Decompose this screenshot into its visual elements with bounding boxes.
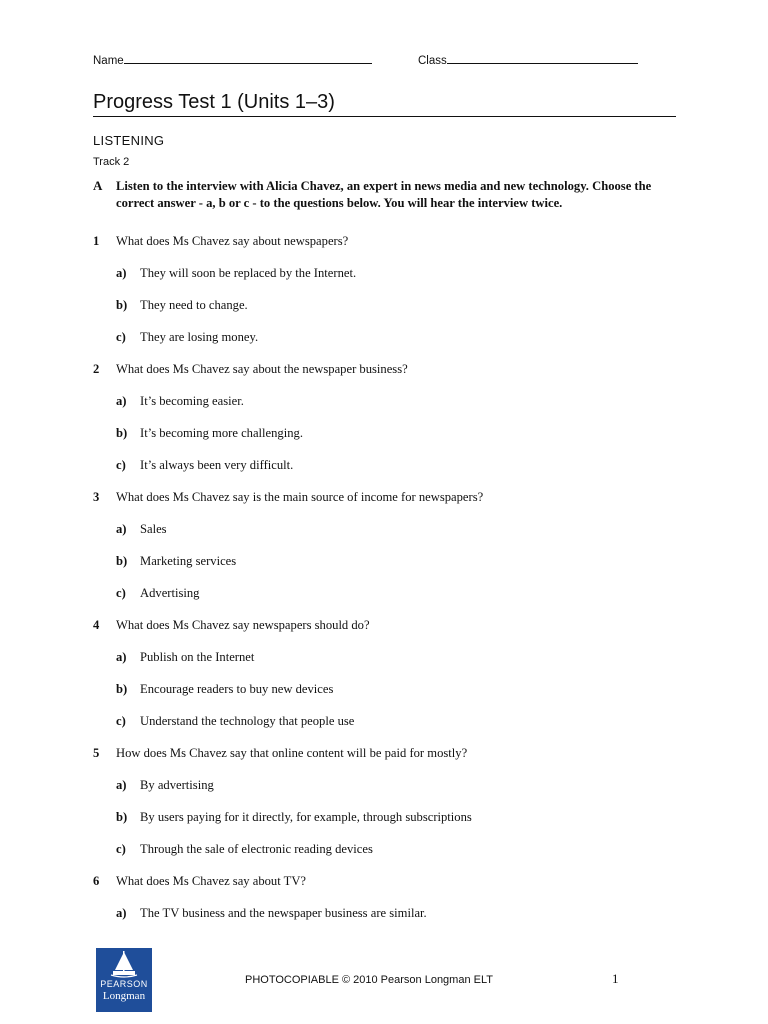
title-divider	[93, 116, 676, 117]
option-letter: a)	[116, 778, 127, 792]
question-number: 4	[93, 618, 100, 632]
option-letter: c)	[116, 714, 126, 728]
name-label: Name	[93, 55, 124, 67]
option-text: Publish on the Internet	[140, 650, 255, 664]
option-text: Through the sale of electronic reading devices	[140, 842, 373, 856]
option-text: They need to change.	[140, 298, 248, 312]
pearson-logo	[96, 948, 152, 1012]
question-number: 2	[93, 362, 100, 376]
option-letter: a)	[116, 266, 127, 280]
question-number: 6	[93, 874, 100, 888]
option-letter: a)	[116, 522, 127, 536]
option-text: It’s becoming more challenging.	[140, 426, 303, 440]
section-heading: LISTENING	[93, 133, 165, 148]
option-text: Advertising	[140, 586, 200, 600]
logo-line1: PEARSON	[100, 979, 148, 989]
class-label: Class	[418, 55, 447, 67]
option-text: The TV business and the newspaper business are similar.	[140, 906, 427, 920]
option-letter: c)	[116, 586, 126, 600]
option-text: Marketing services	[140, 554, 237, 568]
option-text: By advertising	[140, 778, 214, 792]
name-field	[93, 53, 372, 67]
question-text: What does Ms Chavez say about newspapers?	[116, 234, 349, 248]
page-title: Progress Test 1 (Units 1–3)	[93, 91, 335, 113]
question-number: 5	[93, 746, 100, 760]
option-text: Encourage readers to buy new devices	[140, 682, 334, 696]
option-letter: c)	[116, 842, 126, 856]
option-letter: b)	[116, 682, 128, 696]
option-text: It’s always been very difficult.	[140, 458, 294, 472]
ship-icon	[109, 950, 139, 978]
option-letter: b)	[116, 554, 128, 568]
instruction-letter: A	[93, 178, 103, 193]
option-text: Understand the technology that people use	[140, 714, 355, 728]
option-text: By users paying for it directly, for example, through subscriptions	[140, 810, 472, 824]
question-number: 1	[93, 234, 100, 248]
question-number: 3	[93, 490, 100, 504]
question-text: What does Ms Chavez say about the newspaper business?	[116, 362, 408, 376]
option-letter: c)	[116, 330, 126, 344]
option-text: They are losing money.	[140, 330, 259, 344]
logo-line2: Longman	[102, 990, 146, 1002]
track-label: Track 2	[93, 156, 130, 168]
option-text: Sales	[140, 522, 167, 536]
question-text: How does Ms Chavez say that online content will be paid for mostly?	[116, 746, 468, 760]
option-letter: b)	[116, 426, 128, 440]
option-letter: c)	[116, 458, 126, 472]
page-number: 1	[612, 971, 619, 986]
option-letter: b)	[116, 298, 128, 312]
footer-copyright: PHOTOCOPIABLE © 2010 Pearson Longman ELT	[245, 974, 493, 986]
question-text: What does Ms Chavez say newspapers should do?	[116, 618, 370, 632]
option-letter: a)	[116, 394, 127, 408]
instruction-text: Listen to the interview with Alicia Chavez, an expert in news media and new technology. Choose the correct answer - a, b or c - to the questions below. You will hear the interview twice.	[116, 179, 652, 210]
name-line	[124, 53, 372, 64]
option-text: It’s becoming easier.	[140, 394, 244, 408]
option-text: They will soon be replaced by the Internet.	[140, 266, 357, 280]
question-text: What does Ms Chavez say is the main source of income for newspapers?	[116, 490, 484, 504]
option-letter: b)	[116, 810, 128, 824]
class-line	[447, 53, 638, 64]
question-text: What does Ms Chavez say about TV?	[116, 874, 307, 888]
class-field	[418, 53, 638, 67]
option-letter: a)	[116, 906, 127, 920]
option-letter: a)	[116, 650, 127, 664]
